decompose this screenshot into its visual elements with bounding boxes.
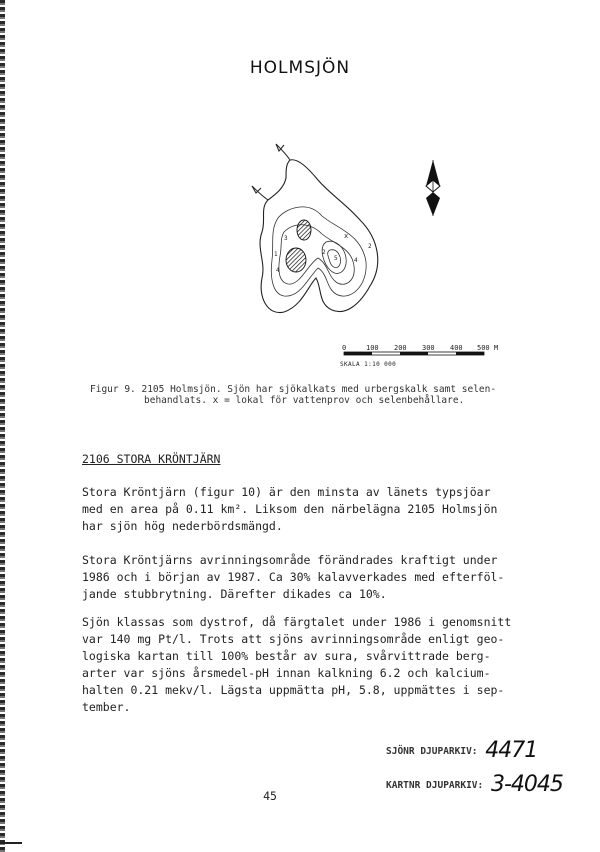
scale-tick: 200 (394, 344, 407, 352)
north-arrow-icon (418, 158, 448, 218)
scale-tick: 300 (422, 344, 435, 352)
paragraph-3 (82, 614, 522, 716)
sampling-point-marker: x (344, 232, 349, 240)
paragraph-line: arter var sjöns årsmedel-pH innan kalkning 6.2 och kalcium- (82, 666, 491, 680)
depth-label: 2 (368, 243, 372, 250)
island-central (286, 248, 306, 272)
paragraph-line: tember. (82, 700, 131, 714)
scale-tick: 100 (366, 344, 379, 352)
depth-label: 4 (276, 267, 280, 274)
sjonr-archive-line (386, 738, 537, 763)
inflow-stream-west (252, 186, 268, 200)
kartnr-label: KARTNR DJUPARKIV: (386, 780, 484, 791)
paragraph-line: logiska kartan till 100% består av sura, svårvittrade berg- (82, 649, 491, 663)
paragraph-line: Stora Kröntjärns avrinningsområde förändrades kraftigt under (82, 553, 498, 567)
section-heading: 2106 STORA KRÖNTJÄRN (82, 452, 221, 466)
page-title: HOLMSJÖN (249, 58, 351, 78)
paragraph-line: har sjön hög nederbördsmängd. (82, 519, 283, 533)
depth-label: 3 (284, 235, 288, 242)
scale-tick: 400 (450, 344, 463, 352)
binding-corner-mark (0, 842, 22, 844)
scale-bar (340, 340, 520, 376)
scale-tick: 0 (342, 344, 347, 352)
paragraph-line: 1986 och i början av 1987. Ca 30% kalavverkades med efterföl- (82, 570, 505, 584)
sjonr-label: SJÖNR DJUPARKIV: (386, 746, 478, 757)
depth-label: 5 (334, 255, 338, 262)
depth-label: 2 (322, 249, 326, 256)
paragraph-line: Sjön klassas som dystrof, då färgtalet under 1986 i genomsnitt (82, 615, 512, 629)
paragraph-1 (82, 484, 522, 535)
figure-caption-line: Figur 9. 2105 Holmsjön. Sjön har sjökalkats med urbergskalk samt selen- (90, 384, 497, 395)
paragraph-line: var 140 mg Pt/l. Trots att sjöns avrinningsområde enligt geo- (82, 632, 505, 646)
depth-contour-1 (271, 207, 366, 296)
depth-label: 4 (354, 257, 358, 264)
paragraph-line: jande stubbrytning. Därefter dikades ca 10%. (82, 587, 387, 601)
sjonr-handwritten-value: 4471 (485, 738, 538, 763)
lake-depth-map (238, 138, 388, 328)
paragraph-line: halten 0.21 mekv/l. Lägsta uppmätta pH, 5.8, uppmättes i sep- (82, 683, 505, 697)
island-north (297, 220, 311, 240)
binding-edge (0, 0, 5, 852)
scale-caption: SKALA 1:10 000 (340, 361, 397, 368)
kartnr-handwritten-value: 3-4045 (490, 772, 563, 797)
figure-caption (90, 384, 530, 406)
shoreline (260, 160, 378, 313)
page-number: 45 (263, 789, 277, 803)
paragraph-2 (82, 552, 522, 603)
scale-tick: 500 M (477, 344, 499, 352)
figure-caption-line: behandlats. x = lokal för vattenprov och selenbehållare. (144, 395, 465, 406)
paragraph-line: med en area på 0.11 km². Liksom den närbelägna 2105 Holmsjön (82, 502, 498, 516)
depth-label: 1 (274, 251, 278, 258)
paragraph-line: Stora Kröntjärn (figur 10) är den minsta av länets typsjöar (82, 485, 491, 499)
